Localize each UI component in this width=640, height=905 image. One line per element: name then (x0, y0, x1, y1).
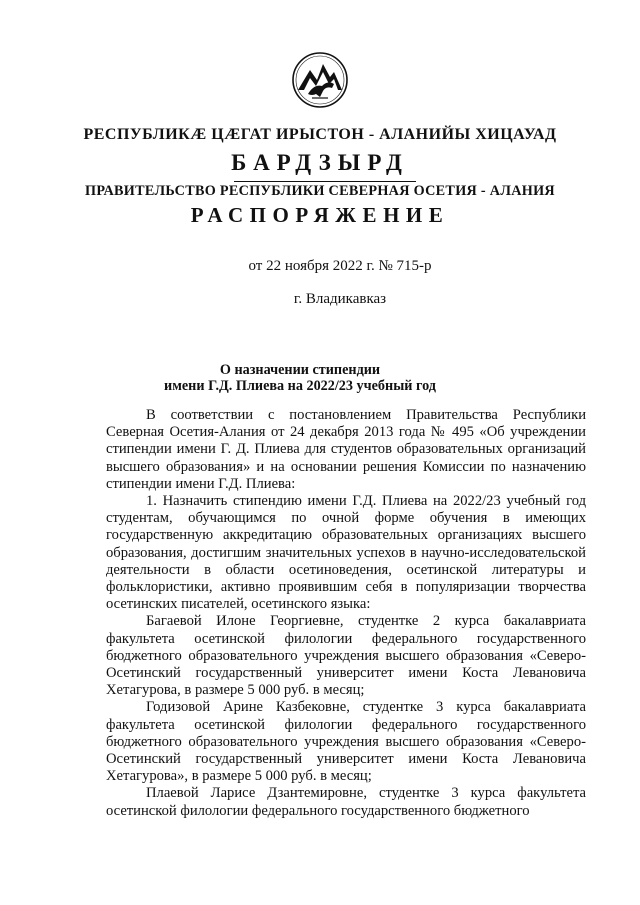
decree-body (106, 407, 586, 820)
decree-title-ossetian: БАРДЗЫРД (231, 150, 409, 175)
header-divider (234, 181, 416, 182)
paragraph-preamble: В соответствии с постановлением Правительства Республики Северная Осетия-Алания от 24 декабря 2013 года № 495 «Об учреждении стипендии имени Г. Д. Плиева для студентов образовательных организаций высшего образования» и на основании решения Комиссии по назначению стипендии имени Г.Д. Плиева: (106, 407, 586, 492)
decree-subject-line-2: имени Г.Д. Плиева на 2022/23 учебный год (164, 378, 436, 394)
decree-date-number: от 22 ноября 2022 г. № 715-р (248, 258, 432, 274)
paragraph-clause-1: 1. Назначить стипендию имени Г.Д. Плиева на 2022/23 учебный год студентам, обучающимся по очной форме обучения в имеющих государственную аккредитацию образовательных организациях высшего образования, достигшим значительных успехов в научно-исследовательской деятельности в области осетиноведения, осетинской литературы и фольклористики, активно проявившим себя в популяризации творчества осетинских писателей, осетинского языка: (106, 493, 586, 613)
republic-name-ossetian: РЕСПУБЛИКÆ ЦÆГАТ ИРЫСТОН - АЛАНИЙЫ ХИЦАУАД (83, 126, 557, 143)
government-name-russian: ПРАВИТЕЛЬСТВО РЕСПУБЛИКИ СЕВЕРНАЯ ОСЕТИЯ - АЛАНИЯ (85, 183, 555, 199)
decree-city: г. Владикавказ (293, 291, 387, 307)
paragraph-recipient-godizova: Годизовой Арине Казбековне, студентке 3 курса бакалавриата факультета осетинской филологии федерального государственного бюджетного образовательного учреждения высшего образования «Северо-Осетинский государственный университет имени Коста Левановича Хетагурова», в размере 5 000 руб. в месяц; (106, 699, 586, 785)
decree-subject-line-1: О назначении стипендии (219, 362, 381, 378)
decree-title-russian: РАСПОРЯЖЕНИЕ (190, 203, 450, 227)
paragraph-recipient-plaeva: Плаевой Ларисе Дзантемировне, студентке 3 курса факультета осетинской филологии федерального государственного бюджетного (106, 785, 586, 819)
coat-of-arms-emblem-icon (290, 50, 350, 110)
paragraph-recipient-bagaeva: Багаевой Илоне Георгиевне, студентке 2 курса бакалавриата факультета осетинской филологии федерального государственного бюджетного образовательного учреждения высшего образования «Северо-Осетинский государственный университет имени Коста Левановича Хетагурова, в размере 5 000 руб. в месяц; (106, 613, 586, 699)
